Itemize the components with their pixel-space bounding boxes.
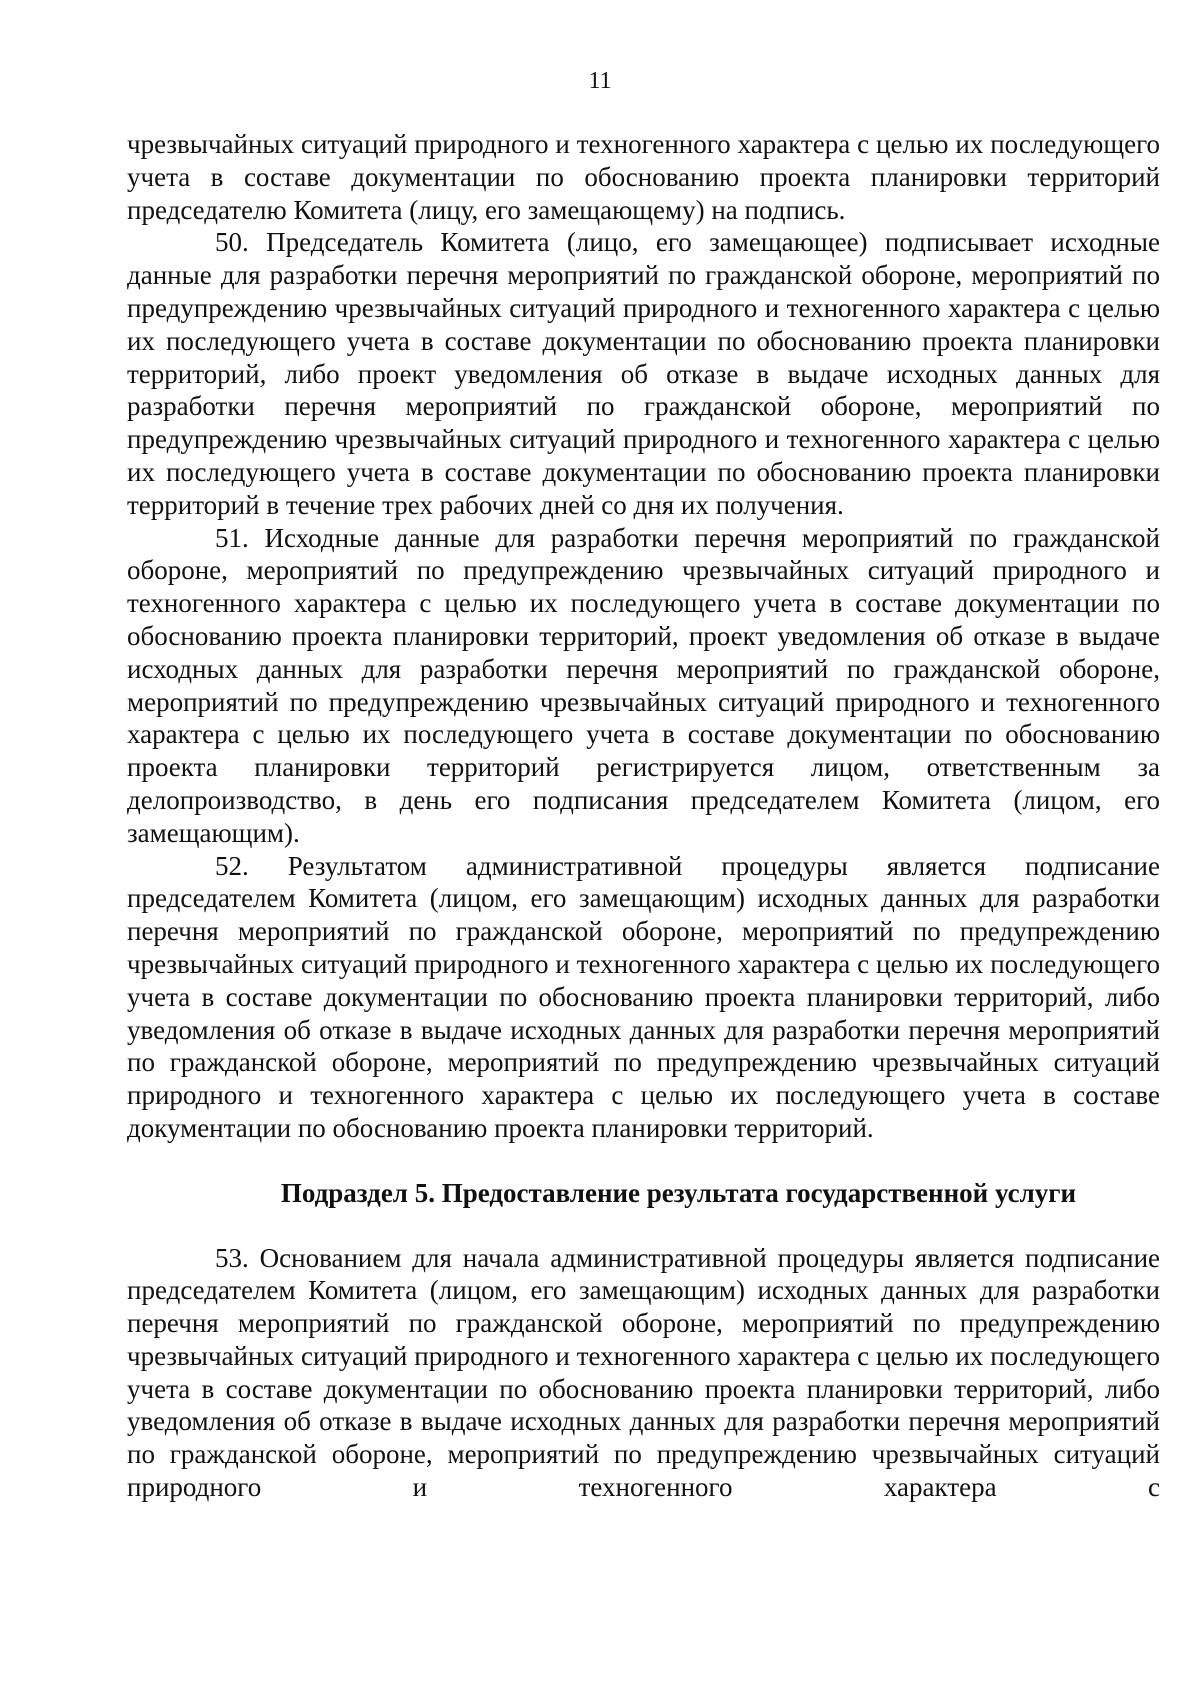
paragraph-50: 50. Председатель Комитета (лицо, его замещающее) подписывает исходные данные для разработки перечня мероприятий по гражданской обороне, мероприятий по предупреждению чрезвычайных ситуаций природного и техногенного характера с целью их последующего учета в составе документации по обоснованию проекта планировки территорий, либо проект уведомления об отказе в выдаче исходных данных для разработки перечня мероприятий по гражданской обороне, мероприятий по предупреждению чрезвычайных ситуаций природного и техногенного характера с целью их последующего учета в составе документации по обоснованию проекта планировки территорий в течение трех рабочих дней со дня их получения. bbox=[127, 227, 1160, 520]
spacer bbox=[127, 1210, 1160, 1242]
page-number: 11 bbox=[588, 68, 612, 94]
paragraph-52: 52. Результатом административной процедуры является подписание председателем Комитета (лицом, его замещающим) исходных данных для разработки перечня мероприятий по гражданской обороне, мероприятий по предупреждению чрезвычайных ситуаций природного и техногенного характера с целью их последующего учета в составе документации по обоснованию проекта планировки территорий, либо уведомления об отказе в выдаче исходных данных для разработки перечня мероприятий по гражданской обороне, мероприятий по предупреждению чрезвычайных ситуаций природного и техногенного характера с целью их последующего учета в составе документации по обоснованию проекта планировки территорий. bbox=[127, 850, 1160, 1143]
paragraph-51: 51. Исходные данные для разработки перечня мероприятий по гражданской обороне, мероприятий по предупреждению чрезвычайных ситуаций природного и техногенного характера с целью их последующего учета в составе документации по обоснованию проекта планировки территорий, проект уведомления об отказе в выдаче исходных данных для разработки перечня мероприятий по гражданской обороне, мероприятий по предупреждению чрезвычайных ситуаций природного и техногенного характера с целью их последующего учета в составе документации по обоснованию проекта планировки территорий регистрируется лицом, ответственным за делопроизводство, в день его подписания председателем Комитета (лицом, его замещающим). bbox=[127, 522, 1160, 848]
spacer bbox=[127, 1145, 1160, 1177]
document-body bbox=[127, 128, 1160, 1504]
paragraph-continuation: чрезвычайных ситуаций природного и техногенного характера с целью их последующего учета в составе документации по обоснованию проекта планировки территорий председателю Комитета (лицу, его замещающему) на подпись. bbox=[127, 129, 1160, 225]
paragraph-53: 53. Основанием для начала административной процедуры является подписание председателем Комитета (лицом, его замещающим) исходных данных для разработки перечня мероприятий по гражданской обороне, мероприятий по предупреждению чрезвычайных ситуаций природного и техногенного характера с целью их последующего учета в составе документации по обоснованию проекта планировки территорий, либо уведомления об отказе в выдаче исходных данных для разработки перечня мероприятий по гражданской обороне, мероприятий по предупреждению чрезвычайных ситуаций природного и техногенного характера с bbox=[127, 1242, 1160, 1503]
subsection-heading: Подраздел 5. Предоставление результата государственной услуги bbox=[280, 1177, 1077, 1208]
